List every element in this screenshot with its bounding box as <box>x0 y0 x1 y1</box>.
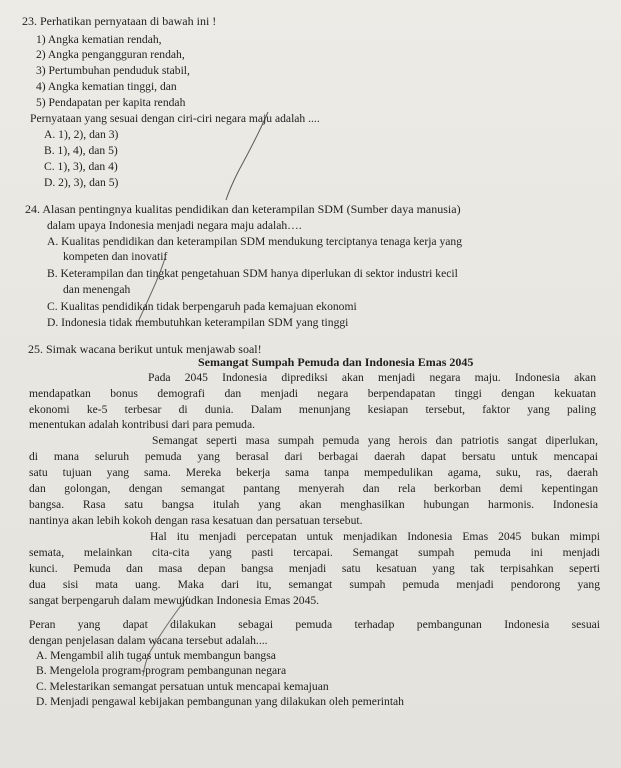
passage-line: sangat berpengaruh dalam mewujudkan Indonesia Emas 2045. <box>29 594 320 607</box>
passage-line: dua sisi mata uang. Maka dari itu, semangat sumpah pemuda menjadi pendorong yang <box>29 578 600 591</box>
answer-option-c[interactable]: C. 1), 3), dan 4) <box>44 160 118 173</box>
question-stem-continued: dengan penjelasan dalam wacana tersebut adalah.... <box>29 634 268 647</box>
passage-line: di mana seluruh pemuda yang berasal dari berbagai daerah dapat bersatu untuk mencapai <box>29 450 598 463</box>
passage-line: ekonomi ke-5 terbesar di dunia. Dalam menunjang kesiapan tersebut, faktor yang paling <box>29 403 596 416</box>
answer-option-a[interactable]: A. 1), 2), dan 3) <box>44 128 119 141</box>
statement-item: 5) Pendapatan per kapita rendah <box>36 96 186 109</box>
question-prompt: 24. Alasan pentingnya kualitas pendidikan dan keterampilan SDM (Sumber daya manusia) <box>25 202 461 216</box>
statement-item: 2) Angka pengangguran rendah, <box>36 48 185 61</box>
statement-item: 3) Pertumbuhan penduduk stabil, <box>36 64 190 77</box>
passage-line: dan golongan, dengan semangat pantang menyerah dan rela berkorban demi kepentingan <box>29 482 598 495</box>
passage-line: menentukan adalah kontribusi dari para pemuda. <box>29 418 255 431</box>
question-prompt: 23. Perhatikan pernyataan di bawah ini ! <box>22 14 217 28</box>
passage-line: Pada 2045 Indonesia diprediksi akan menjadi negara maju. Indonesia akan <box>148 371 596 384</box>
answer-option-c[interactable]: C. Kualitas pendidikan tidak berpengaruh pada kemajuan ekonomi <box>47 300 357 313</box>
answer-option-c[interactable]: C. Melestarikan semangat persatuan untuk mencapai kemajuan <box>36 680 329 693</box>
passage-title: Semangat Sumpah Pemuda dan Indonesia Emas 2045 <box>198 355 474 369</box>
answer-option-d[interactable]: D. Indonesia tidak membutuhkan keterampilan SDM yang tinggi <box>47 316 349 329</box>
question-prompt: 25. Simak wacana berikut untuk menjawab soal! <box>28 342 262 356</box>
passage-line: satu tujuan yang sama. Mereka bekerja sama tanpa mempedulikan agama, suku, ras, daerah <box>29 466 598 479</box>
question-stem: Pernyataan yang sesuai dengan ciri-ciri negara maju adalah .... <box>30 112 320 125</box>
answer-option-b[interactable]: B. 1), 4), dan 5) <box>44 144 118 157</box>
passage-line: Semangat seperti masa sumpah pemuda yang herois dan patriotis sangat diperlukan, <box>152 434 598 447</box>
passage-line: nantinya akan lebih kokoh dengan rasa kesatuan dan persatuan tersebut. <box>29 514 363 527</box>
passage-line: bangsa. Rasa satu bangsa itulah yang akan menghasilkan hubungan harmonis. Indonesia <box>29 498 598 511</box>
passage-line: semata, melainkan cita-cita yang pasti tercapai. Semangat sumpah pemuda ini menjadi <box>29 546 600 559</box>
question-prompt-continued: dalam upaya Indonesia menjadi negara maju adalah…. <box>47 219 302 232</box>
question-stem: Peran yang dapat dilakukan sebagai pemuda terhadap pembangunan Indonesia sesuai <box>29 618 600 631</box>
answer-option-d[interactable]: D. Menjadi pengawal kebijakan pembangunan yang dilakukan oleh pemerintah <box>36 695 404 708</box>
answer-option-a[interactable]: A. Mengambil alih tugas untuk membangun bangsa <box>36 649 276 662</box>
passage-line: Hal itu menjadi percepatan untuk menjadikan Indonesia Emas 2045 bukan mimpi <box>150 530 600 543</box>
answer-option-d[interactable]: D. 2), 3), dan 5) <box>44 176 119 189</box>
passage-line: mendapatkan bonus demografi dan menjadi negara berpendapatan tinggi dengan kekuatan <box>29 387 596 400</box>
passage-line: kunci. Pemuda dan masa depan bangsa menjadi satu kesatuan yang tak terpisahkan seperti <box>29 562 600 575</box>
answer-option-a-continued: kompeten dan inovatif <box>63 250 168 263</box>
pen-stroke-q23 <box>226 112 268 200</box>
statement-item: 1) Angka kematian rendah, <box>36 33 162 46</box>
answer-option-b[interactable]: B. Keterampilan dan tingkat pengetahuan SDM hanya diperlukan di sektor industri kecil <box>47 267 458 280</box>
statement-item: 4) Angka kematian tinggi, dan <box>36 80 177 93</box>
answer-option-b-continued: dan menengah <box>63 283 131 296</box>
answer-option-a[interactable]: A. Kualitas pendidikan dan keterampilan SDM mendukung terciptanya tenaga kerja yang <box>47 235 462 248</box>
answer-option-b[interactable]: B. Mengelola program-program pembangunan negara <box>36 664 287 677</box>
